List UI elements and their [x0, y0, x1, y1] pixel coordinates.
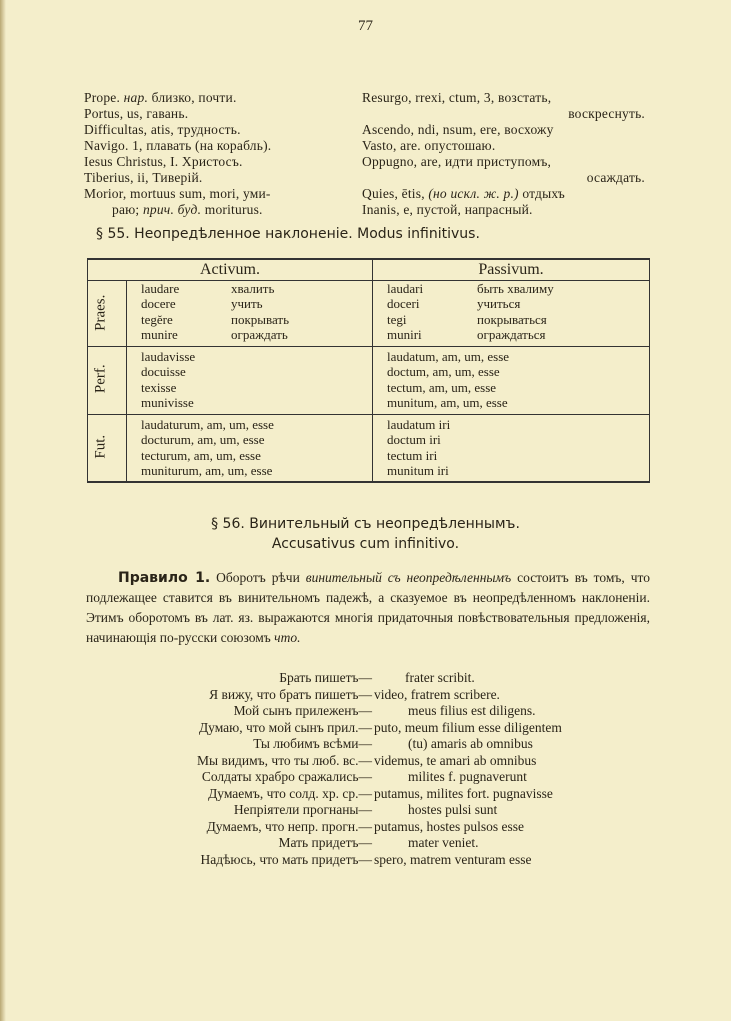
vocab-left-5: Tiberius, ii, Тиверій. — [84, 170, 203, 185]
vocab-right-inanis: Inanis, e, пустой, напрасный. — [362, 202, 533, 217]
table-row-fut: Fut. laudaturum, am, um, esse docturum, am, um, esse tecturum, am, um, esse muniturum, am, um, esse laudatum iri doctum iri tectum iri munitum iri — [88, 414, 650, 482]
example-latin: spero, matrem venturam esse — [374, 851, 532, 867]
vocab-abbr: (но искл. ж. р.) — [428, 186, 519, 201]
example-latin: frater scribit. — [405, 670, 475, 685]
vocab-abbr: прич. буд. — [142, 202, 202, 217]
passivum-header: Passivum. — [373, 259, 650, 280]
vocab-abbr: нар. — [123, 90, 149, 105]
example-latin: putamus, milites fort. pugnavisse — [374, 785, 553, 801]
vocab-left-cont — [112, 202, 263, 218]
example-latin: meus filius est diligens. — [408, 703, 536, 718]
vocab-text: раю; — [112, 202, 143, 217]
example-russian: Солдаты храбро сражались— — [201, 769, 372, 784]
vocab-right-3: Vasto, are. опустошаю. — [362, 138, 496, 153]
infinitive-table — [87, 258, 650, 483]
vocab-text: moriturus. — [201, 202, 263, 217]
vocab-left-0 — [84, 90, 237, 106]
vocab-right-quies — [362, 186, 565, 202]
vocab-right-1: воскреснуть. — [568, 106, 645, 121]
vocab-text: близко, почти. — [148, 90, 237, 105]
activum-header: Activum. — [88, 259, 373, 280]
vocab-text: Prope. — [84, 90, 124, 105]
example-russian: Мы видимъ, что ты люб. вс.— — [197, 752, 372, 768]
vocab-text: Quies, ētis, — [362, 186, 429, 201]
vocab-left-1: Portus, us, гавань. — [84, 106, 189, 121]
example-latin: mater veniet. — [408, 835, 479, 850]
example-russian: Думаемъ, что солд. хр. ср.— — [208, 785, 372, 801]
section-56-title-2: Accusativus cum infinitivo. — [271, 536, 460, 552]
page-edge — [0, 0, 6, 1021]
example-latin: putamus, hostes pulsos esse — [374, 818, 524, 834]
vocab-left-6: Morior, mortuus sum, mori, уми- — [84, 186, 271, 201]
rule-1-paragraph: Правило 1. Оборотъ рѣчи винительный съ неопредѣленнымъ состоитъ въ томъ, что подлежащее ставится въ винительномъ падежѣ, а сказуемое въ неопредѣленномъ наклоненіи. Этимъ оборотомъ въ лат. яз. выражаются многія придаточныя повѣствовательныя предложенія, начинающія по-русски союзомъ что. — [86, 570, 650, 645]
example-russian: Непріятели прогнаны— — [233, 802, 372, 817]
vocab-right-0: Resurgo, rrexi, ctum, 3, возстать, — [362, 90, 552, 105]
example-russian: Думаю, что мой сынъ прил.— — [198, 719, 372, 735]
example-russian: Брать пишетъ— — [279, 670, 372, 685]
section-55-title: § 55. Неопредѣленное наклоненіе. Modus infinitivus. — [96, 226, 480, 242]
example-russian: Мать придетъ— — [278, 835, 372, 850]
example-latin: videmus, te amari ab omnibus — [374, 752, 537, 768]
section-56-title-1: § 56. Винительный съ неопредѣленнымъ. — [211, 516, 520, 532]
example-latin: video, fratrem scribere. — [374, 686, 500, 702]
table-row-perf: Perf. laudavisse docuisse texisse munivisse laudatum, am, um, esse doctum, am, um, esse tectum, am, um, esse munitum, am, um, esse — [88, 346, 650, 414]
vocab-right-5: осаждать. — [586, 170, 645, 185]
example-latin: hostes pulsi sunt — [408, 802, 498, 817]
table-row-praes: Praes. laudare хвалить docere учить tegĕre покрывать munire ограждать laudari быть хвалиму doceri учиться tegi покрываться muniri ограждаться — [88, 280, 650, 346]
example-latin: milites f. pugnaverunt — [408, 769, 527, 784]
example-russian: Мой сынъ прилеженъ— — [233, 703, 372, 718]
vocab-left-3: Navigo. 1, плавать (на корабль). — [84, 138, 272, 153]
vocab-left-4: Iesus Christus, I. Христосъ. — [84, 154, 243, 169]
page-number: 77 — [358, 18, 373, 34]
example-russian: Думаемъ, что непр. прогн.— — [206, 818, 372, 834]
vocab-left-2: Difficultas, atis, трудность. — [84, 122, 241, 137]
example-latin: (tu) amaris ab omnibus — [408, 736, 533, 751]
vocab-right-2: Ascendo, ndi, nsum, ere, восхожу — [362, 122, 554, 137]
vocab-right-4: Oppugno, are, идти приступомъ, — [362, 154, 552, 169]
example-latin: puto, meum filium esse diligentem — [374, 719, 562, 735]
rule-label: Правило 1. — [118, 570, 211, 586]
example-russian: Надѣюсь, что мать придетъ— — [200, 851, 372, 867]
example-russian: Я вижу, что братъ пишетъ— — [209, 686, 372, 702]
tense-label: Perf. — [88, 346, 127, 414]
tense-label: Fut. — [88, 414, 127, 482]
vocab-text: отдыхъ — [518, 186, 565, 201]
example-russian: Ты любимъ всѣми— — [253, 736, 372, 751]
tense-label: Praes. — [88, 280, 127, 346]
